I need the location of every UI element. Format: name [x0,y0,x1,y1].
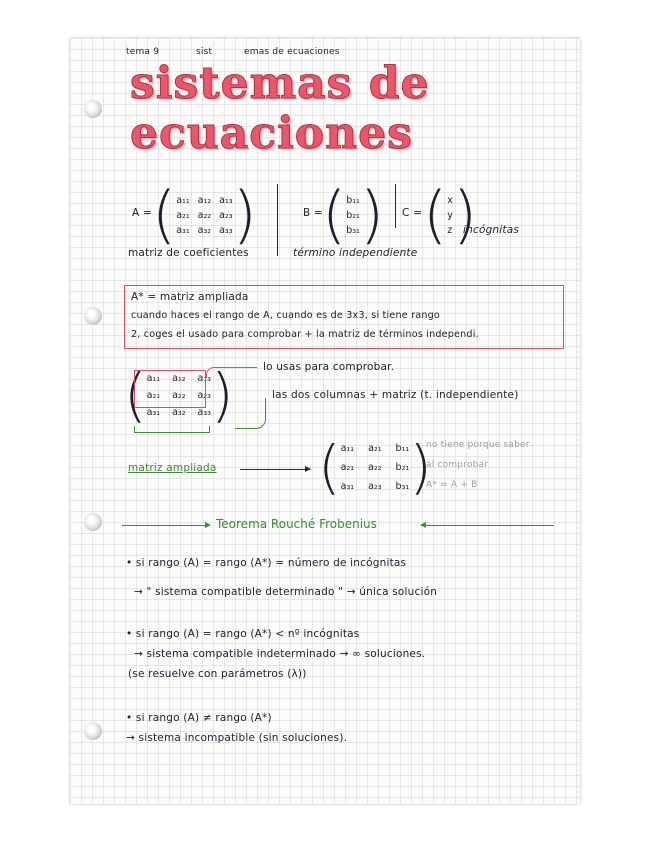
case-3-condition: • si rango (A) ≠ rango (A*) [126,712,272,724]
sm-cell: a₂₁ [146,389,161,401]
case-2-extra: (se resuelve con parámetros (λ)) [128,668,307,680]
amp-cell: a₂₁ [368,442,382,454]
case-2-condition: • si rango (A) = rango (A*) < nº incógnitas [126,628,360,640]
amp-cell: b₃₁ [395,480,410,492]
ampliada-note3: A* = A + B [426,480,478,490]
a-cell: a₃₁ [176,224,190,236]
a-cell: a₁₁ [176,194,190,206]
case-1-result: → " sistema compatible determinado " → única solución [134,586,438,598]
sm-cell: a₃₂ [172,406,186,418]
ampliada-matrix: ( a₁₁ a₂₁ b₁₁ a₂₁ a₂₂ b₂₁ a₃₁ a₂₃ b₃₁ ) [318,433,432,501]
box-line1: A* = matriz ampliada [131,291,249,303]
note-green: las dos columnas + matriz (t. independiente) [272,389,519,401]
b-cell: b₃₁ [346,224,360,236]
matrix-a: ( a₁₁ a₁₂ a₁₃ a₂₁ a₂₂ a₂₃ a₃₁ a₃₂ a₃₃ ) [152,178,257,251]
box-line3: 2, coges el usado para comprobar + la matriz de términos independi. [131,329,479,340]
page-title-line1: sistemas de [130,58,430,109]
c-cell: z [447,224,453,236]
sm-cell: a₃₁ [146,406,161,418]
amp-cell: a₂₃ [368,480,382,492]
amp-cell: b₁₁ [395,442,410,454]
b-cell: b₂₁ [346,209,360,221]
matrix-c: ( x y z ) [423,178,478,251]
a-cell: a₂₁ [176,209,190,221]
matrix-a-caption: matriz de coeficientes [128,247,249,259]
divider-1 [277,184,278,256]
ampliada-note1: no tiene porque saber [426,440,530,450]
sm-cell: a₃₃ [197,406,211,418]
case-2-result: → sistema compatible indeterminado → ∞ soluciones. [134,648,426,660]
matrix-b-label: B = [303,207,323,219]
binder-hole-2 [84,307,102,325]
a-cell: a₂₂ [197,209,212,221]
box-line2: cuando haces el rango de A, cuando es de 3x3, si tiene rango [131,310,440,321]
case-3-result: → sistema incompatible (sin soluciones). [126,732,348,744]
binder-hole-3 [84,513,102,531]
ampliada-label: matriz ampliada [128,462,217,474]
theorem-arrow-right [426,525,554,526]
ampliada-arrow-line [240,469,306,470]
matrix-b-caption: término independiente [293,247,418,259]
c-cell: y [447,209,453,221]
sm-cell: a₁₂ [172,372,186,384]
red-arrow [206,367,257,378]
theorem-title: Teorema Rouché Frobenius [216,517,377,531]
theorem-arrowhead-left [205,522,211,528]
tema-label: tema 9 [126,47,160,57]
binder-hole-4 [84,722,102,740]
amp-cell: a₂₂ [368,461,382,473]
subtitle-right: emas de ecuaciones [244,47,340,57]
sm-cell: a₁₃ [197,372,211,384]
a-cell: a₃₂ [197,224,212,236]
b-cell: b₁₁ [346,194,360,206]
amp-cell: a₁₁ [340,442,355,454]
subtitle-left: sist [196,47,213,57]
matrix-c-label: C = [402,207,423,219]
matrix-b: ( b₁₁ b₂₁ b₃₁ ) [322,178,385,251]
matrix-c-caption: incógnitas [463,224,520,236]
ampliada-arrow-head [305,466,311,472]
green-bracket [134,426,210,433]
a-cell: a₁₃ [219,194,233,206]
note-red: lo usas para comprobar. [263,361,395,373]
c-cell: x [447,194,453,206]
green-arrow [235,398,266,429]
ampliada-note2: al comprobar [426,460,489,470]
binder-hole-1 [84,100,102,118]
sm-cell: a₂₃ [197,389,211,401]
minor-highlight [134,370,206,408]
a-cell: a₃₃ [219,224,233,236]
divider-2 [395,184,396,228]
amp-cell: a₂₁ [340,461,355,473]
amp-cell: a₃₁ [340,480,355,492]
small-matrix: ( a₁₁ a₁₂ a₁₃ a₂₁ a₂₂ a₂₃ a₃₁ a₃₂ a₃₃ ) [124,361,234,429]
theorem-arrow-left [122,525,206,526]
a-cell: a₁₂ [197,194,212,206]
case-1-condition: • si rango (A) = rango (A*) = número de incógnitas [126,557,407,569]
amp-cell: b₂₁ [395,461,410,473]
page-title-line2: ecuaciones [130,108,413,159]
sm-cell: a₁₁ [146,372,161,384]
sm-cell: a₂₂ [172,389,186,401]
matrix-a-label: A = [132,207,152,219]
a-cell: a₂₃ [219,209,233,221]
